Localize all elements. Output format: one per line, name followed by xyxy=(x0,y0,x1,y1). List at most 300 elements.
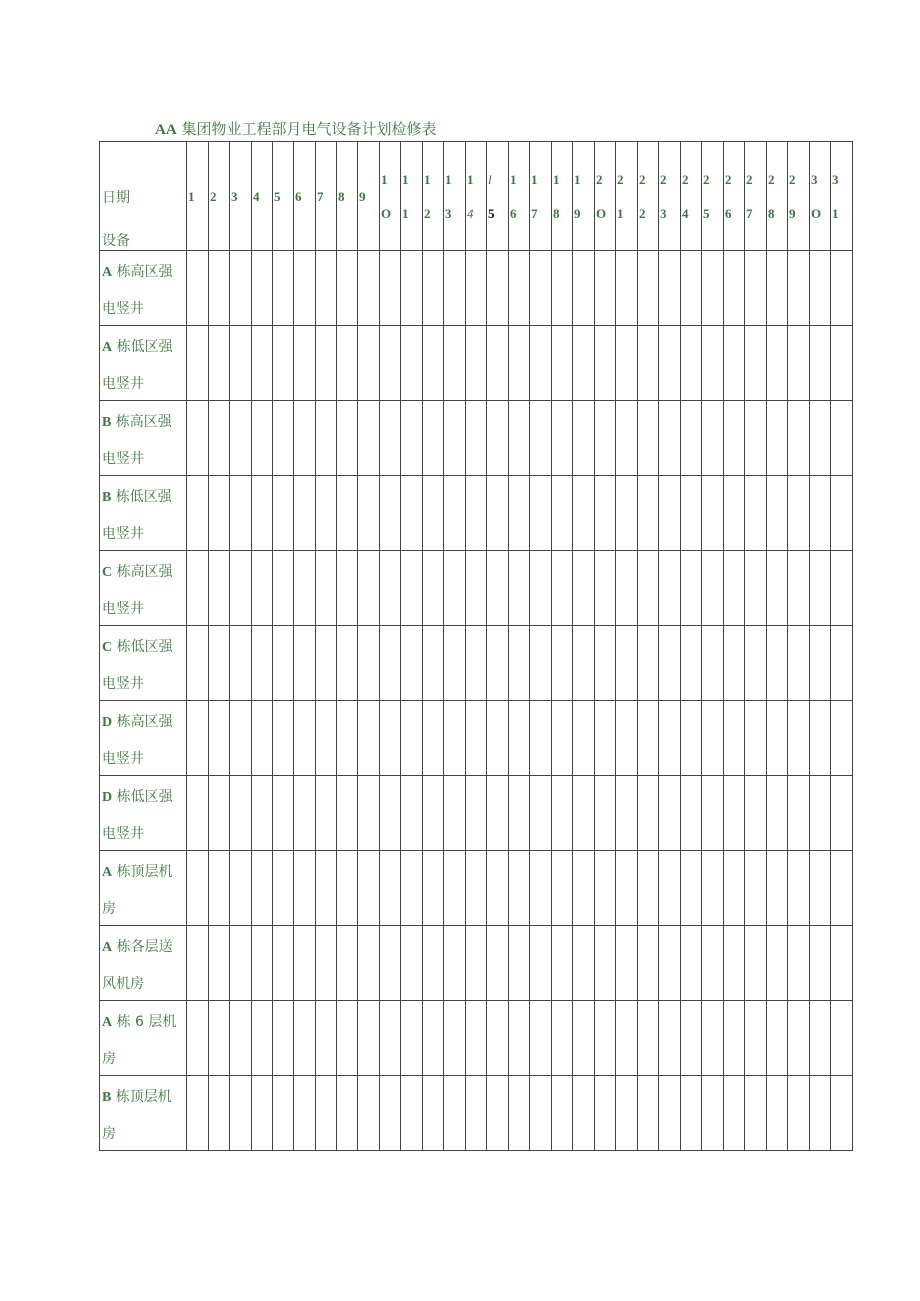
schedule-cell[interactable] xyxy=(187,701,209,776)
schedule-cell[interactable] xyxy=(252,1076,273,1151)
schedule-cell[interactable] xyxy=(401,626,423,701)
schedule-cell[interactable] xyxy=(702,326,724,401)
schedule-cell[interactable] xyxy=(659,551,681,626)
schedule-cell[interactable] xyxy=(702,551,724,626)
schedule-cell[interactable] xyxy=(337,401,358,476)
schedule-cell[interactable] xyxy=(638,251,659,326)
schedule-cell[interactable] xyxy=(616,326,638,401)
schedule-cell[interactable] xyxy=(509,551,530,626)
schedule-cell[interactable] xyxy=(831,926,853,1001)
schedule-cell[interactable] xyxy=(681,1076,702,1151)
schedule-cell[interactable] xyxy=(530,476,552,551)
schedule-cell[interactable] xyxy=(788,1076,810,1151)
schedule-cell[interactable] xyxy=(767,626,788,701)
schedule-cell[interactable] xyxy=(337,701,358,776)
schedule-cell[interactable] xyxy=(230,776,252,851)
schedule-cell[interactable] xyxy=(294,551,316,626)
schedule-cell[interactable] xyxy=(444,551,466,626)
schedule-cell[interactable] xyxy=(252,776,273,851)
schedule-cell[interactable] xyxy=(187,401,209,476)
schedule-cell[interactable] xyxy=(767,1076,788,1151)
schedule-cell[interactable] xyxy=(681,551,702,626)
schedule-cell[interactable] xyxy=(745,701,767,776)
schedule-cell[interactable] xyxy=(380,326,401,401)
schedule-cell[interactable] xyxy=(466,776,487,851)
schedule-cell[interactable] xyxy=(831,851,853,926)
schedule-cell[interactable] xyxy=(573,626,595,701)
schedule-cell[interactable] xyxy=(745,626,767,701)
schedule-cell[interactable] xyxy=(681,851,702,926)
schedule-cell[interactable] xyxy=(423,401,444,476)
schedule-cell[interactable] xyxy=(380,1001,401,1076)
schedule-cell[interactable] xyxy=(745,1001,767,1076)
schedule-cell[interactable] xyxy=(681,701,702,776)
schedule-cell[interactable] xyxy=(316,251,337,326)
schedule-cell[interactable] xyxy=(509,1001,530,1076)
schedule-cell[interactable] xyxy=(638,326,659,401)
schedule-cell[interactable] xyxy=(487,851,509,926)
schedule-cell[interactable] xyxy=(745,251,767,326)
schedule-cell[interactable] xyxy=(616,476,638,551)
schedule-cell[interactable] xyxy=(337,551,358,626)
schedule-cell[interactable] xyxy=(595,326,616,401)
schedule-cell[interactable] xyxy=(530,1001,552,1076)
schedule-cell[interactable] xyxy=(466,626,487,701)
schedule-cell[interactable] xyxy=(831,476,853,551)
schedule-cell[interactable] xyxy=(810,326,831,401)
schedule-cell[interactable] xyxy=(252,626,273,701)
schedule-cell[interactable] xyxy=(530,401,552,476)
schedule-cell[interactable] xyxy=(831,551,853,626)
schedule-cell[interactable] xyxy=(273,626,294,701)
schedule-cell[interactable] xyxy=(337,626,358,701)
schedule-cell[interactable] xyxy=(316,926,337,1001)
schedule-cell[interactable] xyxy=(638,1001,659,1076)
schedule-cell[interactable] xyxy=(767,701,788,776)
schedule-cell[interactable] xyxy=(724,251,745,326)
schedule-cell[interactable] xyxy=(573,701,595,776)
schedule-cell[interactable] xyxy=(380,851,401,926)
schedule-cell[interactable] xyxy=(209,551,230,626)
schedule-cell[interactable] xyxy=(466,1076,487,1151)
schedule-cell[interactable] xyxy=(358,701,380,776)
schedule-cell[interactable] xyxy=(252,326,273,401)
schedule-cell[interactable] xyxy=(209,401,230,476)
schedule-cell[interactable] xyxy=(423,851,444,926)
schedule-cell[interactable] xyxy=(530,326,552,401)
schedule-cell[interactable] xyxy=(595,851,616,926)
schedule-cell[interactable] xyxy=(767,476,788,551)
schedule-cell[interactable] xyxy=(423,626,444,701)
schedule-cell[interactable] xyxy=(788,776,810,851)
schedule-cell[interactable] xyxy=(788,626,810,701)
schedule-cell[interactable] xyxy=(187,926,209,1001)
schedule-cell[interactable] xyxy=(423,776,444,851)
schedule-cell[interactable] xyxy=(230,251,252,326)
schedule-cell[interactable] xyxy=(466,701,487,776)
schedule-cell[interactable] xyxy=(466,926,487,1001)
schedule-cell[interactable] xyxy=(702,626,724,701)
schedule-cell[interactable] xyxy=(659,776,681,851)
schedule-cell[interactable] xyxy=(423,326,444,401)
schedule-cell[interactable] xyxy=(380,701,401,776)
schedule-cell[interactable] xyxy=(509,776,530,851)
schedule-cell[interactable] xyxy=(552,1076,573,1151)
schedule-cell[interactable] xyxy=(530,251,552,326)
schedule-cell[interactable] xyxy=(530,926,552,1001)
schedule-cell[interactable] xyxy=(230,626,252,701)
schedule-cell[interactable] xyxy=(659,476,681,551)
schedule-cell[interactable] xyxy=(767,251,788,326)
schedule-cell[interactable] xyxy=(638,926,659,1001)
schedule-cell[interactable] xyxy=(466,251,487,326)
schedule-cell[interactable] xyxy=(724,401,745,476)
schedule-cell[interactable] xyxy=(358,776,380,851)
schedule-cell[interactable] xyxy=(681,401,702,476)
schedule-cell[interactable] xyxy=(530,626,552,701)
schedule-cell[interactable] xyxy=(638,701,659,776)
schedule-cell[interactable] xyxy=(252,476,273,551)
schedule-cell[interactable] xyxy=(681,326,702,401)
schedule-cell[interactable] xyxy=(724,326,745,401)
schedule-cell[interactable] xyxy=(530,1076,552,1151)
schedule-cell[interactable] xyxy=(831,1001,853,1076)
schedule-cell[interactable] xyxy=(659,1076,681,1151)
schedule-cell[interactable] xyxy=(509,626,530,701)
schedule-cell[interactable] xyxy=(831,1076,853,1151)
schedule-cell[interactable] xyxy=(252,701,273,776)
schedule-cell[interactable] xyxy=(788,401,810,476)
schedule-cell[interactable] xyxy=(209,251,230,326)
schedule-cell[interactable] xyxy=(294,401,316,476)
schedule-cell[interactable] xyxy=(337,251,358,326)
schedule-cell[interactable] xyxy=(401,1001,423,1076)
schedule-cell[interactable] xyxy=(337,776,358,851)
schedule-cell[interactable] xyxy=(595,1076,616,1151)
schedule-cell[interactable] xyxy=(788,251,810,326)
schedule-cell[interactable] xyxy=(745,476,767,551)
schedule-cell[interactable] xyxy=(530,551,552,626)
schedule-cell[interactable] xyxy=(444,626,466,701)
schedule-cell[interactable] xyxy=(230,851,252,926)
schedule-cell[interactable] xyxy=(316,401,337,476)
schedule-cell[interactable] xyxy=(831,776,853,851)
schedule-cell[interactable] xyxy=(273,401,294,476)
schedule-cell[interactable] xyxy=(423,926,444,1001)
schedule-cell[interactable] xyxy=(767,851,788,926)
schedule-cell[interactable] xyxy=(616,776,638,851)
schedule-cell[interactable] xyxy=(638,1076,659,1151)
schedule-cell[interactable] xyxy=(209,851,230,926)
schedule-cell[interactable] xyxy=(337,926,358,1001)
schedule-cell[interactable] xyxy=(294,776,316,851)
schedule-cell[interactable] xyxy=(530,851,552,926)
schedule-cell[interactable] xyxy=(316,851,337,926)
schedule-cell[interactable] xyxy=(273,701,294,776)
schedule-cell[interactable] xyxy=(638,551,659,626)
schedule-cell[interactable] xyxy=(252,1001,273,1076)
schedule-cell[interactable] xyxy=(745,851,767,926)
schedule-cell[interactable] xyxy=(595,776,616,851)
schedule-cell[interactable] xyxy=(487,926,509,1001)
schedule-cell[interactable] xyxy=(595,551,616,626)
schedule-cell[interactable] xyxy=(273,476,294,551)
schedule-cell[interactable] xyxy=(638,851,659,926)
schedule-cell[interactable] xyxy=(681,926,702,1001)
schedule-cell[interactable] xyxy=(294,1001,316,1076)
schedule-cell[interactable] xyxy=(724,551,745,626)
schedule-cell[interactable] xyxy=(358,251,380,326)
schedule-cell[interactable] xyxy=(358,326,380,401)
schedule-cell[interactable] xyxy=(681,626,702,701)
schedule-cell[interactable] xyxy=(273,251,294,326)
schedule-cell[interactable] xyxy=(401,551,423,626)
schedule-cell[interactable] xyxy=(509,926,530,1001)
schedule-cell[interactable] xyxy=(724,926,745,1001)
schedule-cell[interactable] xyxy=(552,701,573,776)
schedule-cell[interactable] xyxy=(573,776,595,851)
schedule-cell[interactable] xyxy=(358,626,380,701)
schedule-cell[interactable] xyxy=(509,851,530,926)
schedule-cell[interactable] xyxy=(273,1076,294,1151)
schedule-cell[interactable] xyxy=(659,626,681,701)
schedule-cell[interactable] xyxy=(187,626,209,701)
schedule-cell[interactable] xyxy=(273,1001,294,1076)
schedule-cell[interactable] xyxy=(466,326,487,401)
schedule-cell[interactable] xyxy=(380,776,401,851)
schedule-cell[interactable] xyxy=(380,476,401,551)
schedule-cell[interactable] xyxy=(831,701,853,776)
schedule-cell[interactable] xyxy=(552,476,573,551)
schedule-cell[interactable] xyxy=(681,251,702,326)
schedule-cell[interactable] xyxy=(358,476,380,551)
schedule-cell[interactable] xyxy=(444,476,466,551)
schedule-cell[interactable] xyxy=(810,701,831,776)
schedule-cell[interactable] xyxy=(294,251,316,326)
schedule-cell[interactable] xyxy=(358,926,380,1001)
schedule-cell[interactable] xyxy=(209,701,230,776)
schedule-cell[interactable] xyxy=(788,1001,810,1076)
schedule-cell[interactable] xyxy=(616,551,638,626)
schedule-cell[interactable] xyxy=(831,626,853,701)
schedule-cell[interactable] xyxy=(509,701,530,776)
schedule-cell[interactable] xyxy=(487,1076,509,1151)
schedule-cell[interactable] xyxy=(466,551,487,626)
schedule-cell[interactable] xyxy=(209,926,230,1001)
schedule-cell[interactable] xyxy=(358,1076,380,1151)
schedule-cell[interactable] xyxy=(444,701,466,776)
schedule-cell[interactable] xyxy=(509,1076,530,1151)
schedule-cell[interactable] xyxy=(509,326,530,401)
schedule-cell[interactable] xyxy=(444,851,466,926)
schedule-cell[interactable] xyxy=(810,626,831,701)
schedule-cell[interactable] xyxy=(810,1076,831,1151)
schedule-cell[interactable] xyxy=(595,401,616,476)
schedule-cell[interactable] xyxy=(573,926,595,1001)
schedule-cell[interactable] xyxy=(423,476,444,551)
schedule-cell[interactable] xyxy=(187,326,209,401)
schedule-cell[interactable] xyxy=(358,401,380,476)
schedule-cell[interactable] xyxy=(745,1076,767,1151)
schedule-cell[interactable] xyxy=(767,926,788,1001)
schedule-cell[interactable] xyxy=(358,1001,380,1076)
schedule-cell[interactable] xyxy=(659,251,681,326)
schedule-cell[interactable] xyxy=(487,551,509,626)
schedule-cell[interactable] xyxy=(724,851,745,926)
schedule-cell[interactable] xyxy=(487,1001,509,1076)
schedule-cell[interactable] xyxy=(810,251,831,326)
schedule-cell[interactable] xyxy=(230,551,252,626)
schedule-cell[interactable] xyxy=(380,626,401,701)
schedule-cell[interactable] xyxy=(745,776,767,851)
schedule-cell[interactable] xyxy=(401,476,423,551)
schedule-cell[interactable] xyxy=(745,326,767,401)
schedule-cell[interactable] xyxy=(616,401,638,476)
schedule-cell[interactable] xyxy=(316,1001,337,1076)
schedule-cell[interactable] xyxy=(573,251,595,326)
schedule-cell[interactable] xyxy=(810,1001,831,1076)
schedule-cell[interactable] xyxy=(573,476,595,551)
schedule-cell[interactable] xyxy=(487,776,509,851)
schedule-cell[interactable] xyxy=(616,701,638,776)
schedule-cell[interactable] xyxy=(273,326,294,401)
schedule-cell[interactable] xyxy=(810,851,831,926)
schedule-cell[interactable] xyxy=(466,401,487,476)
schedule-cell[interactable] xyxy=(187,251,209,326)
schedule-cell[interactable] xyxy=(316,326,337,401)
schedule-cell[interactable] xyxy=(316,1076,337,1151)
schedule-cell[interactable] xyxy=(487,476,509,551)
schedule-cell[interactable] xyxy=(509,476,530,551)
schedule-cell[interactable] xyxy=(702,926,724,1001)
schedule-cell[interactable] xyxy=(187,851,209,926)
schedule-cell[interactable] xyxy=(187,1001,209,1076)
schedule-cell[interactable] xyxy=(724,1001,745,1076)
schedule-cell[interactable] xyxy=(358,851,380,926)
schedule-cell[interactable] xyxy=(273,551,294,626)
schedule-cell[interactable] xyxy=(702,1076,724,1151)
schedule-cell[interactable] xyxy=(595,926,616,1001)
schedule-cell[interactable] xyxy=(380,401,401,476)
schedule-cell[interactable] xyxy=(252,926,273,1001)
schedule-cell[interactable] xyxy=(252,401,273,476)
schedule-cell[interactable] xyxy=(444,326,466,401)
schedule-cell[interactable] xyxy=(380,1076,401,1151)
schedule-cell[interactable] xyxy=(595,251,616,326)
schedule-cell[interactable] xyxy=(187,551,209,626)
schedule-cell[interactable] xyxy=(487,251,509,326)
schedule-cell[interactable] xyxy=(487,401,509,476)
schedule-cell[interactable] xyxy=(552,251,573,326)
schedule-cell[interactable] xyxy=(573,551,595,626)
schedule-cell[interactable] xyxy=(831,251,853,326)
schedule-cell[interactable] xyxy=(530,701,552,776)
schedule-cell[interactable] xyxy=(638,776,659,851)
schedule-cell[interactable] xyxy=(767,776,788,851)
schedule-cell[interactable] xyxy=(423,1001,444,1076)
schedule-cell[interactable] xyxy=(337,1001,358,1076)
schedule-cell[interactable] xyxy=(573,1076,595,1151)
schedule-cell[interactable] xyxy=(187,476,209,551)
schedule-cell[interactable] xyxy=(509,251,530,326)
schedule-cell[interactable] xyxy=(659,701,681,776)
schedule-cell[interactable] xyxy=(252,851,273,926)
schedule-cell[interactable] xyxy=(358,551,380,626)
schedule-cell[interactable] xyxy=(209,476,230,551)
schedule-cell[interactable] xyxy=(252,551,273,626)
schedule-cell[interactable] xyxy=(788,476,810,551)
schedule-cell[interactable] xyxy=(552,551,573,626)
schedule-cell[interactable] xyxy=(530,776,552,851)
schedule-cell[interactable] xyxy=(294,626,316,701)
schedule-cell[interactable] xyxy=(616,251,638,326)
schedule-cell[interactable] xyxy=(573,851,595,926)
schedule-cell[interactable] xyxy=(659,1001,681,1076)
schedule-cell[interactable] xyxy=(702,776,724,851)
schedule-cell[interactable] xyxy=(401,401,423,476)
schedule-cell[interactable] xyxy=(810,926,831,1001)
schedule-cell[interactable] xyxy=(702,701,724,776)
schedule-cell[interactable] xyxy=(724,626,745,701)
schedule-cell[interactable] xyxy=(230,401,252,476)
schedule-cell[interactable] xyxy=(209,626,230,701)
schedule-cell[interactable] xyxy=(316,701,337,776)
schedule-cell[interactable] xyxy=(595,701,616,776)
schedule-cell[interactable] xyxy=(337,1076,358,1151)
schedule-cell[interactable] xyxy=(423,701,444,776)
schedule-cell[interactable] xyxy=(681,476,702,551)
schedule-cell[interactable] xyxy=(552,626,573,701)
schedule-cell[interactable] xyxy=(401,701,423,776)
schedule-cell[interactable] xyxy=(487,626,509,701)
schedule-cell[interactable] xyxy=(294,1076,316,1151)
schedule-cell[interactable] xyxy=(337,851,358,926)
schedule-cell[interactable] xyxy=(767,1001,788,1076)
schedule-cell[interactable] xyxy=(552,326,573,401)
schedule-cell[interactable] xyxy=(810,401,831,476)
schedule-cell[interactable] xyxy=(638,401,659,476)
schedule-cell[interactable] xyxy=(423,251,444,326)
schedule-cell[interactable] xyxy=(702,401,724,476)
schedule-cell[interactable] xyxy=(788,926,810,1001)
schedule-cell[interactable] xyxy=(294,476,316,551)
schedule-cell[interactable] xyxy=(681,1001,702,1076)
schedule-cell[interactable] xyxy=(273,776,294,851)
schedule-cell[interactable] xyxy=(724,1076,745,1151)
schedule-cell[interactable] xyxy=(509,401,530,476)
schedule-cell[interactable] xyxy=(316,776,337,851)
schedule-cell[interactable] xyxy=(230,926,252,1001)
schedule-cell[interactable] xyxy=(702,476,724,551)
schedule-cell[interactable] xyxy=(638,476,659,551)
schedule-cell[interactable] xyxy=(209,326,230,401)
schedule-cell[interactable] xyxy=(831,401,853,476)
schedule-cell[interactable] xyxy=(466,476,487,551)
schedule-cell[interactable] xyxy=(487,701,509,776)
schedule-cell[interactable] xyxy=(444,926,466,1001)
schedule-cell[interactable] xyxy=(788,551,810,626)
schedule-cell[interactable] xyxy=(209,776,230,851)
schedule-cell[interactable] xyxy=(552,926,573,1001)
schedule-cell[interactable] xyxy=(444,1001,466,1076)
schedule-cell[interactable] xyxy=(230,1001,252,1076)
schedule-cell[interactable] xyxy=(659,851,681,926)
schedule-cell[interactable] xyxy=(209,1076,230,1151)
schedule-cell[interactable] xyxy=(209,1001,230,1076)
schedule-cell[interactable] xyxy=(767,551,788,626)
schedule-cell[interactable] xyxy=(659,326,681,401)
schedule-cell[interactable] xyxy=(724,776,745,851)
